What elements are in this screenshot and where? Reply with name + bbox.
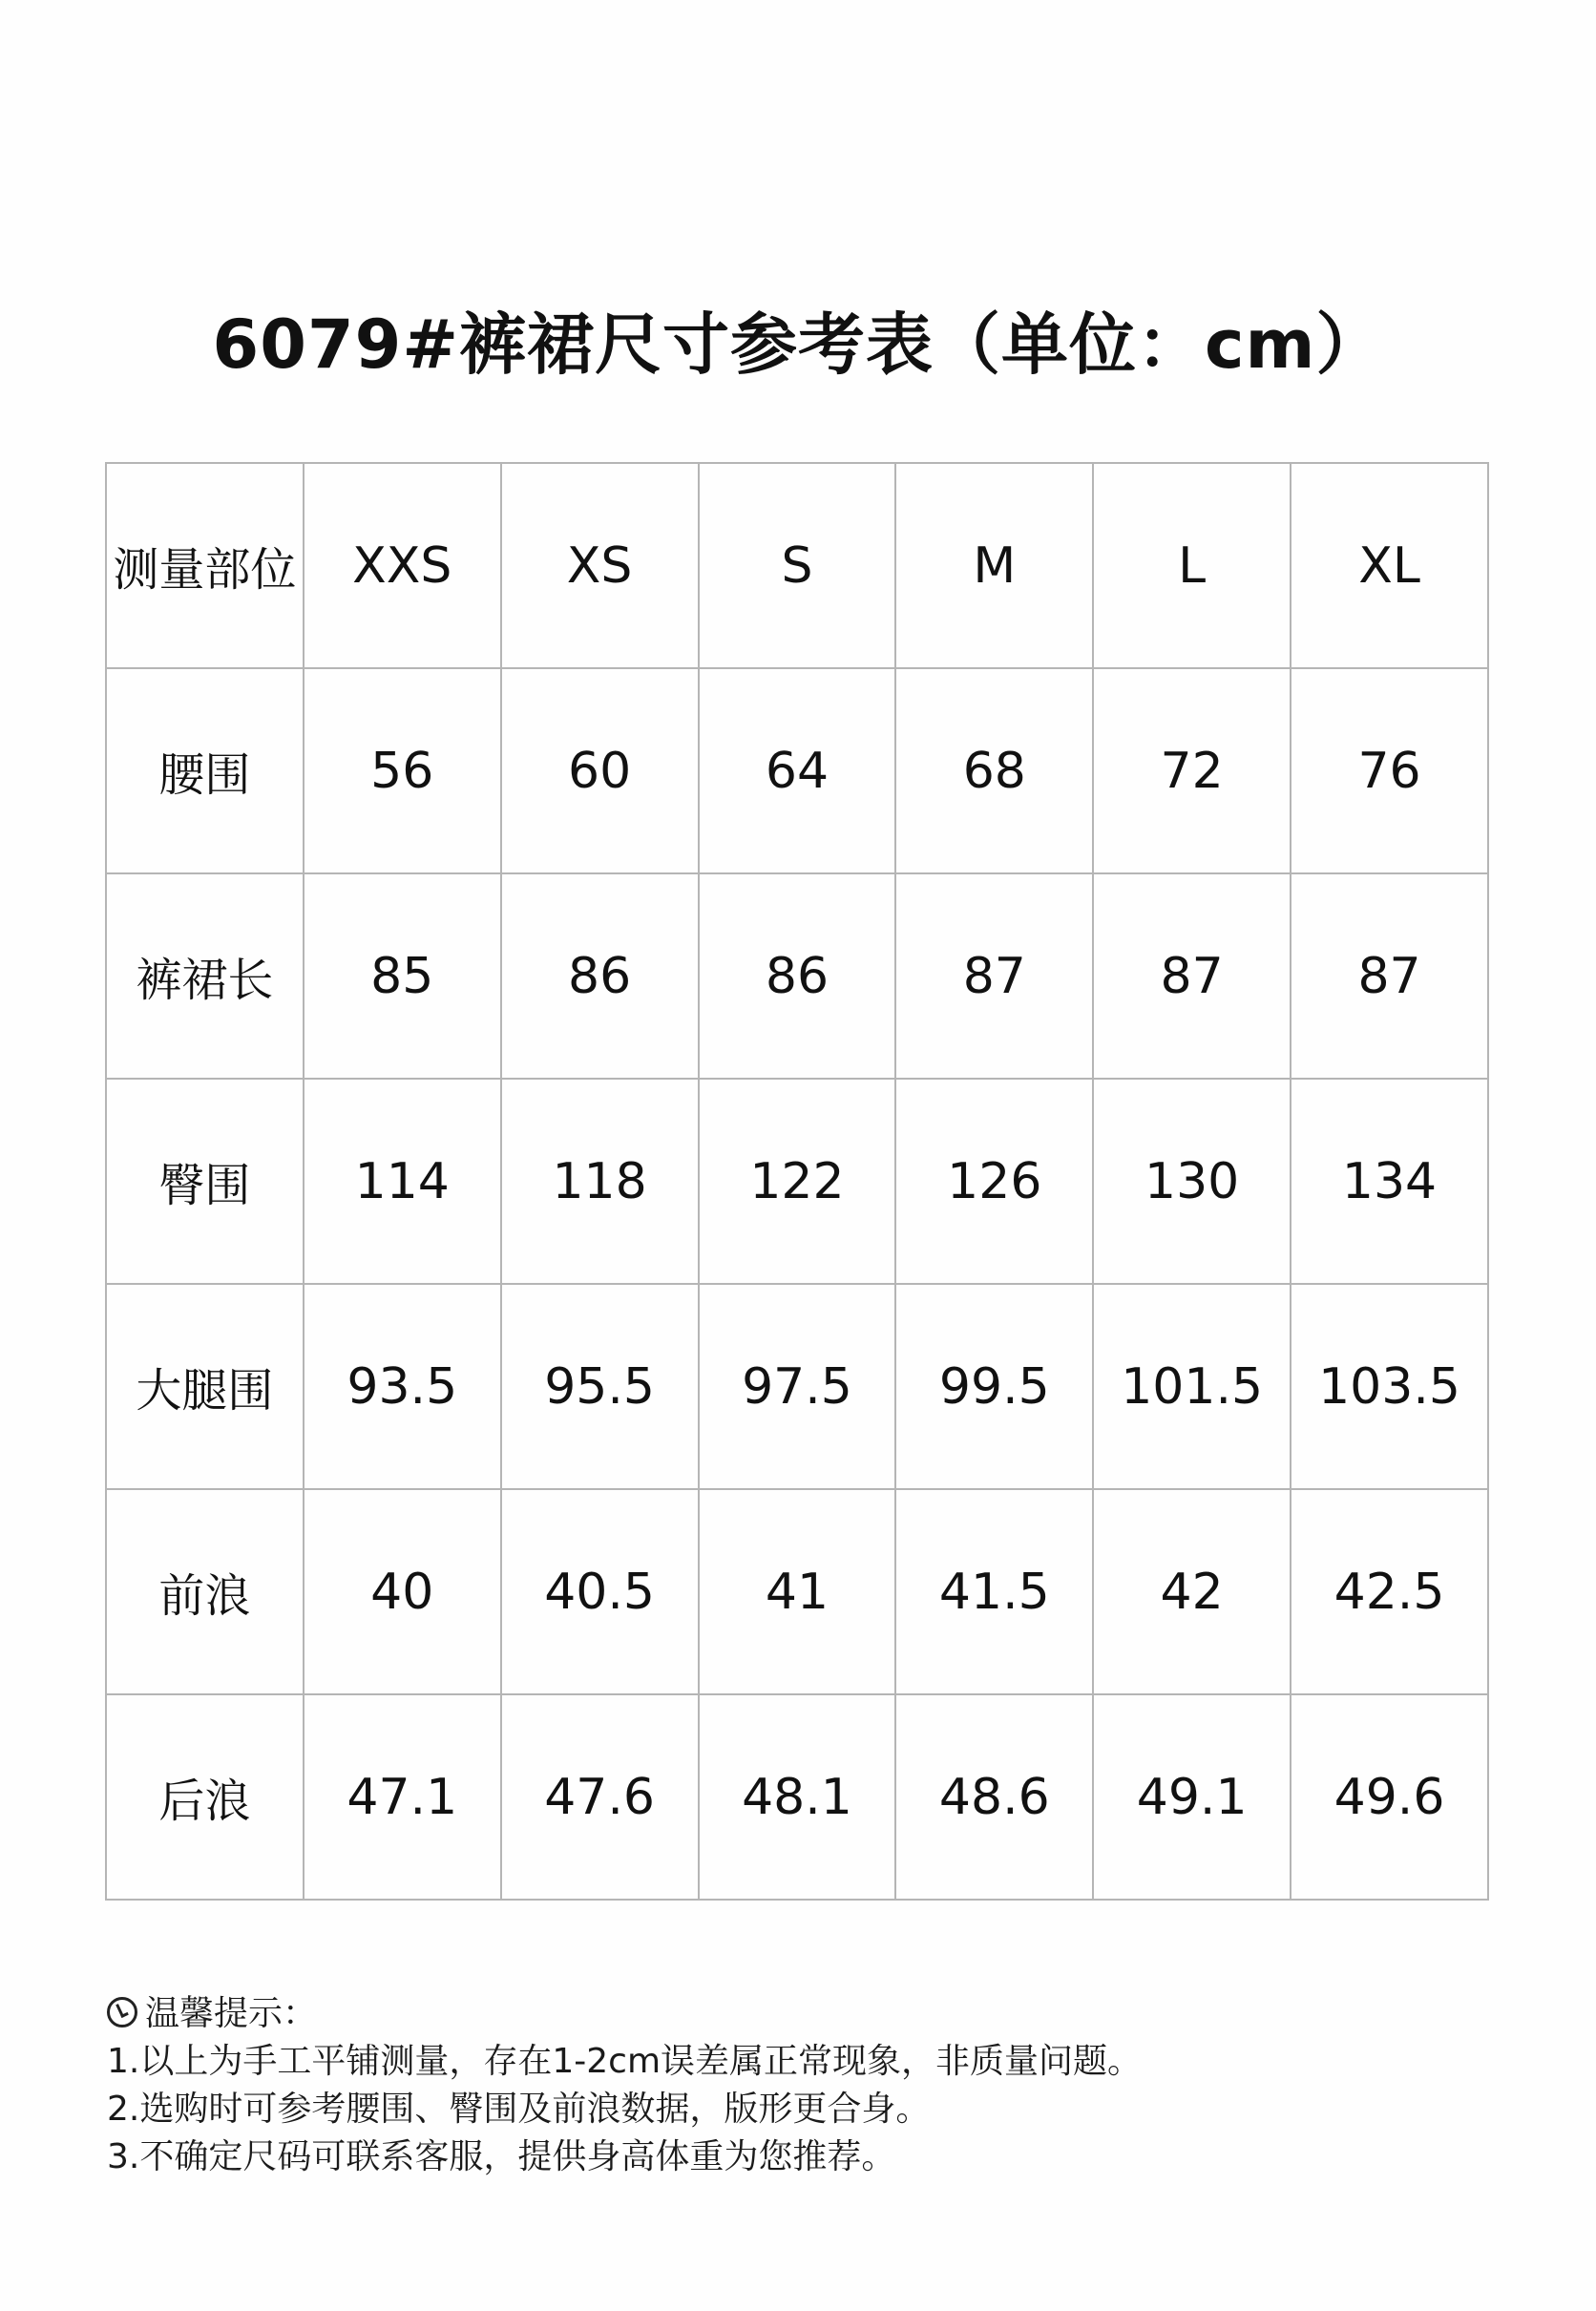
tip-item: 2.选购时可参考腰围、臀围及前浪数据，版形更合身。 bbox=[107, 2090, 931, 2129]
table-row bbox=[106, 1284, 1488, 1489]
table-row bbox=[106, 873, 1488, 1079]
table-cell: 60 bbox=[501, 668, 699, 873]
row-label: 臀围 bbox=[106, 1079, 304, 1284]
size-table bbox=[105, 462, 1489, 1901]
table-cell: 41 bbox=[699, 1489, 896, 1694]
table-cell: 47.1 bbox=[304, 1694, 501, 1900]
table-cell: 101.5 bbox=[1093, 1284, 1291, 1489]
tip-item: 1.以上为手工平铺测量，存在1-2cm误差属正常现象，非质量问题。 bbox=[107, 2042, 1143, 2081]
table-cell: 41.5 bbox=[895, 1489, 1093, 1694]
table-cell: 99.5 bbox=[895, 1284, 1093, 1489]
table-cell: 114 bbox=[304, 1079, 501, 1284]
table-cell: 87 bbox=[1093, 873, 1291, 1079]
table-cell: 87 bbox=[895, 873, 1093, 1079]
table-cell: 56 bbox=[304, 668, 501, 873]
table-cell: 134 bbox=[1291, 1079, 1488, 1284]
table-cell: 126 bbox=[895, 1079, 1093, 1284]
table-cell: 48.1 bbox=[699, 1694, 896, 1900]
table-cell: 76 bbox=[1291, 668, 1488, 873]
header-cell-size: M bbox=[895, 463, 1093, 668]
row-label: 后浪 bbox=[106, 1694, 304, 1900]
table-cell: 95.5 bbox=[501, 1284, 699, 1489]
table-cell: 130 bbox=[1093, 1079, 1291, 1284]
table-cell: 47.6 bbox=[501, 1694, 699, 1900]
table-cell: 40 bbox=[304, 1489, 501, 1694]
table-cell: 49.1 bbox=[1093, 1694, 1291, 1900]
row-label: 前浪 bbox=[106, 1489, 304, 1694]
row-label: 大腿围 bbox=[106, 1284, 304, 1489]
table-cell: 48.6 bbox=[895, 1694, 1093, 1900]
table-cell: 103.5 bbox=[1291, 1284, 1488, 1489]
table-cell: 40.5 bbox=[501, 1489, 699, 1694]
table-cell: 64 bbox=[699, 668, 896, 873]
header-cell-size: XS bbox=[501, 463, 699, 668]
table-cell: 86 bbox=[501, 873, 699, 1079]
table-row bbox=[106, 1079, 1488, 1284]
header-cell-size: S bbox=[699, 463, 896, 668]
header-cell-size: XL bbox=[1291, 463, 1488, 668]
table-cell: 85 bbox=[304, 873, 501, 1079]
table-header-row bbox=[106, 463, 1488, 668]
tips-section bbox=[107, 1990, 1501, 2181]
table-cell: 118 bbox=[501, 1079, 699, 1284]
page-title: 6079#裤裙尺寸参考表（单位：cm） bbox=[212, 305, 1384, 384]
table-cell: 68 bbox=[895, 668, 1093, 873]
table-cell: 97.5 bbox=[699, 1284, 896, 1489]
header-cell-part: 测量部位 bbox=[106, 463, 304, 668]
table-cell: 42.5 bbox=[1291, 1489, 1488, 1694]
tips-heading: 温馨提示： bbox=[145, 1994, 318, 2033]
table-cell: 122 bbox=[699, 1079, 896, 1284]
table-cell: 93.5 bbox=[304, 1284, 501, 1489]
table-cell: 87 bbox=[1291, 873, 1488, 1079]
tip-icon bbox=[107, 1997, 137, 2027]
row-label: 裤裙长 bbox=[106, 873, 304, 1079]
table-cell: 86 bbox=[699, 873, 896, 1079]
table-row bbox=[106, 668, 1488, 873]
row-label: 腰围 bbox=[106, 668, 304, 873]
header-cell-size: L bbox=[1093, 463, 1291, 668]
table-cell: 49.6 bbox=[1291, 1694, 1488, 1900]
table-row bbox=[106, 1694, 1488, 1900]
table-cell: 72 bbox=[1093, 668, 1291, 873]
header-cell-size: XXS bbox=[304, 463, 501, 668]
tips-heading-line bbox=[107, 1990, 1501, 2038]
table-cell: 42 bbox=[1093, 1489, 1291, 1694]
tip-item: 3.不确定尺码可联系客服，提供身高体重为您推荐。 bbox=[107, 2137, 896, 2176]
table-row bbox=[106, 1489, 1488, 1694]
